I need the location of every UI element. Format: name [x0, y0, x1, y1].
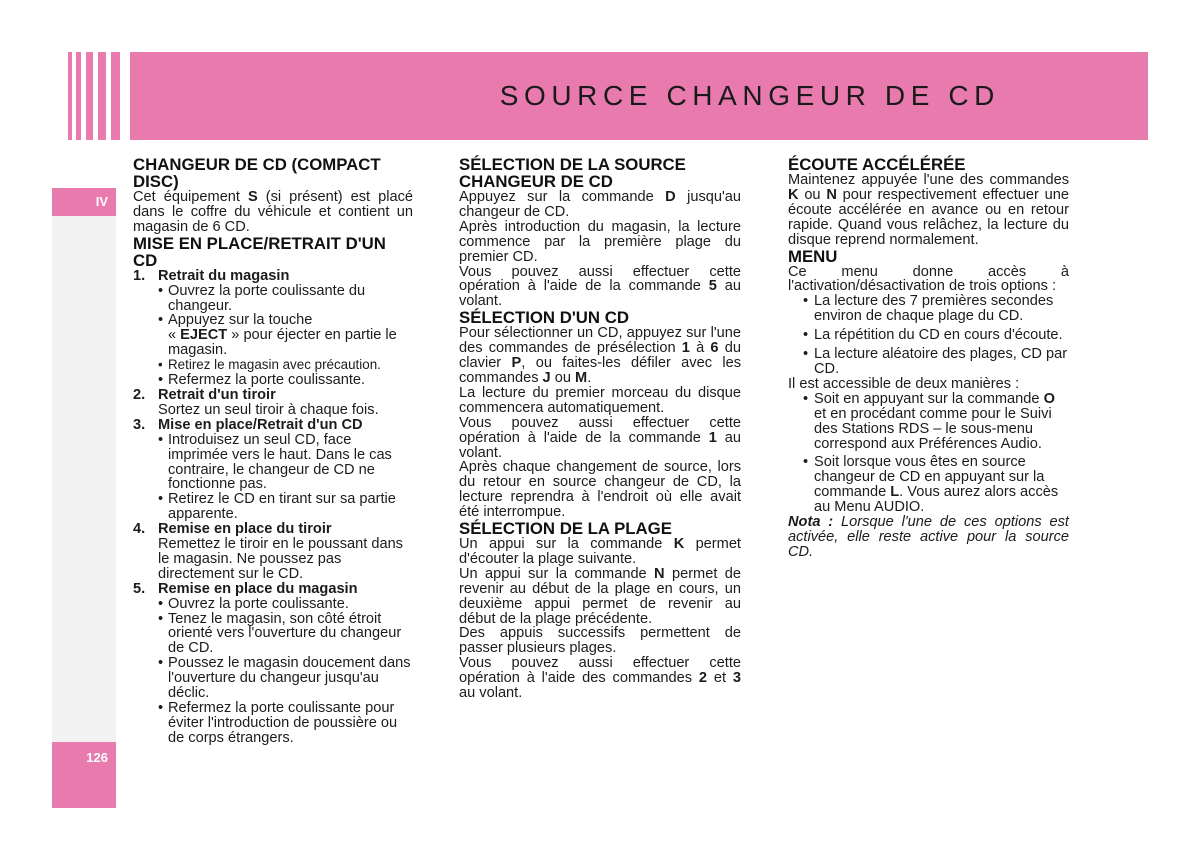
bullet-list — [158, 433, 413, 522]
column-2 — [459, 156, 741, 701]
heading-mise-en-place: MISE EN PLACE/RETRAIT D'UN CD — [133, 233, 386, 270]
column-1 — [133, 156, 413, 746]
list-item: • Ouvrez la porte coulissante. — [158, 597, 413, 612]
page-title: SOURCE CHANGEUR DE CD — [499, 80, 1000, 111]
options-list — [788, 294, 1069, 377]
paragraph: Vous pouvez aussi effectuer cette opération à l'aide de la commande 1 au volant. — [459, 414, 742, 461]
paragraph: Un appui sur la commande K permet d'écouter la plage suivante. — [459, 536, 741, 567]
paragraph: Vous pouvez aussi effectuer cette opération à l'aide des commandes 2 et 3 au volant. — [459, 655, 741, 702]
heading-selection-cd: SÉLECTION D'UN CD — [459, 308, 629, 328]
list-item: • Tenez le magasin, son côté étroit orienté vers l'ouverture du changeur de CD. — [158, 612, 413, 657]
paragraph: Après introduction du magasin, la lecture commence par la première plage du premier CD. — [459, 218, 741, 265]
eject-key: EJECT — [180, 327, 228, 344]
list-item: • Refermez la porte coulissante pour éviter l'introduction de poussière ou de corps étrangers. — [158, 701, 413, 746]
paragraph: Un appui sur la commande N permet de revenir au début de la plage en cours, un deuxième appui permet de revenir au début de la plage précédente. — [459, 565, 741, 627]
heading-changeur-cd: CHANGEUR DE CD (COMPACT DISC) — [133, 155, 381, 191]
step-title: Retrait d'un tiroir — [158, 386, 276, 403]
list-item: • Soit lorsque vous êtes en source changeur de CD en appuyant sur la commande L. Vous aurez alors accès au Menu AUDIO. — [788, 455, 1069, 515]
column-3 — [788, 156, 1069, 560]
header-stripe — [86, 52, 93, 140]
list-item: • Refermez la porte coulissante. — [158, 373, 413, 388]
list-item: • Retirez le magasin avec précaution. — [158, 358, 413, 373]
step-text: Sortez un seul tiroir à chaque fois. — [158, 401, 379, 418]
heading-selection-source: SÉLECTION DE LA SOURCE CHANGEUR DE CD — [459, 155, 686, 191]
paragraph: Maintenez appuyée l'une des commandes K ou N pour respectivement effectuer une écoute accélérée en avance ou en retour rapide. Quand vous relâchez, la lecture du disque reprend normalement. — [788, 172, 1069, 248]
header-stripe — [76, 52, 81, 140]
step-title: Retrait du magasin — [158, 267, 290, 284]
paragraph: Après chaque changement de source, lors du retour en source changeur de CD, la lecture reprendra à l'endroit où elle avait été interrompue. — [459, 459, 741, 521]
list-item: • Poussez le magasin doucement dans l'ouverture du changeur jusqu'au déclic. — [158, 656, 413, 701]
step-item: 3. Mise en place/Retrait d'un CD • Introduisez un seul CD, face imprimée vers le haut. Dans le cas contraire, le changeur de CD ne fonctionne pas. • Retirez le CD en tirant sur sa partie apparente. — [133, 418, 413, 522]
heading-menu: MENU — [788, 246, 838, 266]
note-label: Nota : — [788, 514, 834, 531]
header-stripe — [111, 52, 120, 140]
paragraph: La lecture du premier morceau du disque commencera automatiquement. — [459, 384, 741, 416]
step-item: 1. Retrait du magasin • Ouvrez la porte coulissante du changeur. • Appuyez sur la touche « EJECT » pour éjecter en partie le magasin. • Retirez le magasin avec précaution. • Refermez la porte coulissante. — [133, 269, 413, 388]
step-item: 2. Retrait d'un tiroir Sortez un seul tiroir à chaque fois. — [133, 388, 413, 418]
paragraph: Appuyez sur la commande D jusqu'au changeur de CD. — [459, 189, 741, 220]
paragraph: Il est accessible de deux manières : — [788, 375, 1020, 392]
list-item: • Retirez le CD en tirant sur sa partie apparente. — [158, 492, 413, 522]
paragraph: Ce menu donne accès à l'activation/désactivation de trois options : — [788, 263, 1069, 295]
steps-list — [133, 269, 413, 746]
list-item: • Soit en appuyant sur la commande O et en procédant comme pour le Suivi des Stations RDS – le sous-menu correspond aux Préférences Audio. — [788, 392, 1069, 452]
list-item: • La lecture aléatoire des plages, CD par CD. — [788, 347, 1069, 377]
header-stripe — [68, 52, 72, 140]
step-text: Remettez le tiroir en le poussant dans le magasin. Ne poussez pas directement sur le CD. — [158, 536, 403, 582]
note: Nota : Lorsque l'une de ces options est activée, elle reste active pour la source CD. — [788, 514, 1069, 560]
section-tab: IV — [52, 188, 116, 216]
list-item: • Introduisez un seul CD, face imprimée vers le haut. Dans le cas contraire, le changeur de CD ne fonctionne pas. — [158, 433, 413, 493]
step-item: 4. Remise en place du tiroir Remettez le tiroir en le poussant dans le magasin. Ne poussez pas directement sur le CD. — [133, 522, 413, 582]
step-title: Mise en place/Retrait d'un CD — [158, 416, 363, 433]
step-title: Remise en place du tiroir — [158, 521, 332, 538]
paragraph: Des appuis successifs permettent de passer plusieurs plages. — [459, 625, 741, 657]
bullet-list — [158, 284, 413, 388]
step-item: 5. Remise en place du magasin • Ouvrez la porte coulissante. • Tenez le magasin, son côté étroit orienté vers l'ouverture du changeur de CD. • Poussez le magasin doucement dans l'ouverture du changeur jusqu'au déclic. • Refermez la porte coulissante pour éviter l'introduction de poussière ou de corps étrangers. — [133, 582, 413, 746]
list-item: • Appuyez sur la touche « EJECT » pour éjecter en partie le magasin. — [158, 313, 413, 358]
paragraph: Cet équipement S (si présent) est placé dans le coffre du véhicule et contient un magasin de 6 CD. — [133, 189, 413, 235]
header-stripe — [98, 52, 106, 140]
heading-selection-plage: SÉLECTION DE LA PLAGE — [459, 519, 672, 539]
list-item: • Ouvrez la porte coulissante du changeur. — [158, 284, 413, 314]
page-number: 126 — [52, 742, 116, 808]
access-list — [788, 392, 1069, 515]
list-item: • La lecture des 7 premières secondes environ de chaque plage du CD. — [788, 294, 1069, 324]
bullet-list — [158, 597, 413, 746]
step-title: Remise en place du magasin — [158, 580, 358, 597]
heading-ecoute-acceleree: ÉCOUTE ACCÉLÉRÉE — [788, 155, 966, 174]
list-item: • La répétition du CD en cours d'écoute. — [788, 328, 1069, 343]
paragraph: Pour sélectionner un CD, appuyez sur l'une des commandes de présélection 1 à 6 du clavier P, ou faites-les défiler avec les commandes J ou M. — [459, 325, 742, 386]
left-margin-band — [52, 188, 116, 808]
paragraph: Vous pouvez aussi effectuer cette opération à l'aide de la commande 5 au volant. — [459, 263, 742, 310]
